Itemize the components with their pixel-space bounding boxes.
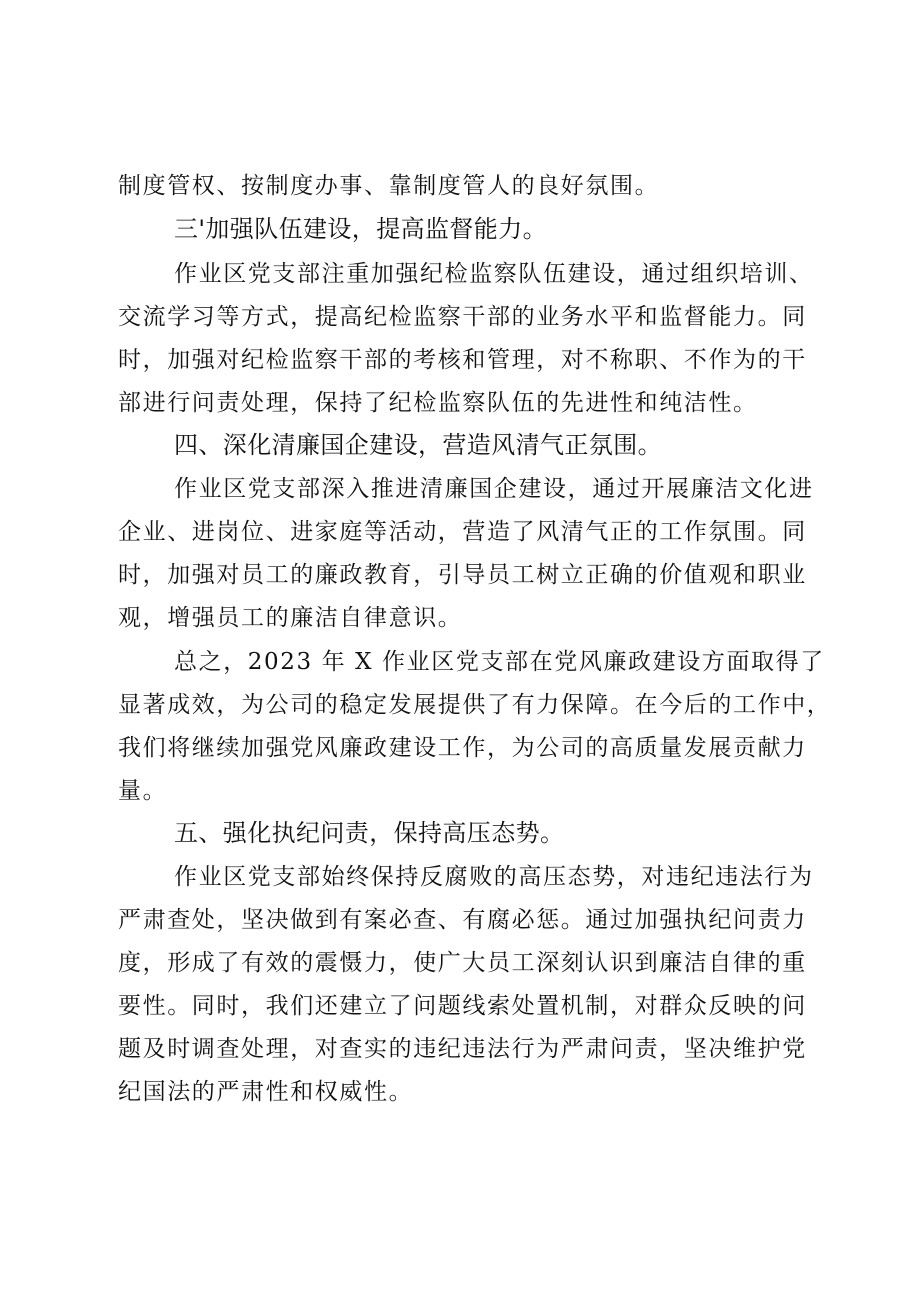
- section-5-line: 要性。同时，我们还建立了问题线索处置机制，对群众反映的问: [118, 993, 807, 1019]
- section-4-line: 时，加强对员工的廉政教育，引导员工树立正确的价值观和职业: [118, 562, 807, 588]
- section-3-line: 作业区党支部注重加强纪检监察队伍建设，通过组织培训、: [174, 261, 814, 287]
- summary-line: 我们将继续加强党风廉政建设工作，为公司的高质量发展贡献力: [118, 735, 807, 761]
- section-5-heading: 五、强化执纪问责，保持高压态势。: [174, 819, 565, 847]
- intro-tail-paragraph: 制度管权、按制度办事、靠制度管人的良好氛围。: [118, 173, 660, 199]
- section-5-line: 度，形成了有效的震慑力，使广大员工深刻认识到廉洁自律的重: [118, 950, 807, 976]
- section-4-line: 观，增强员工的廉洁自律意识。: [118, 605, 463, 631]
- section-3-line: 部进行问责处理，保持了纪检监察队伍的先进性和纯洁性。: [118, 390, 758, 416]
- section-3-line: 时，加强对纪检监察干部的考核和管理，对不称职、不作为的干: [118, 347, 807, 373]
- section-5-line: 纪国法的严肃性和权威性。: [118, 1079, 414, 1105]
- section-5-line: 题及时调查处理，对查实的违纪违法行为严肃问责，坚决维护党: [118, 1036, 807, 1062]
- section-3-line: 交流学习等方式，提高纪检监察干部的业务水平和监督能力。同: [118, 304, 807, 330]
- summary-line: 量。: [118, 778, 168, 804]
- section-4-heading: 四、深化清廉国企建设，营造风清气正氛围。: [174, 431, 662, 459]
- section-3-heading: 三'加强队伍建设，提高监督能力。: [174, 215, 547, 243]
- section-5-line: 严肃查处，坚决做到有案必查、有腐必惩。通过加强执纪问责力: [118, 907, 807, 933]
- section-4-line: 作业区党支部深入推进清廉国企建设，通过开展廉洁文化进: [174, 476, 814, 502]
- summary-line: 总之，2023 年 X 作业区党支部在党风廉政建设方面取得了: [174, 649, 825, 675]
- summary-line: 显著成效，为公司的稳定发展提供了有力保障。在今后的工作中，: [118, 692, 832, 718]
- section-5-line: 作业区党支部始终保持反腐败的高压态势，对违纪违法行为: [174, 864, 814, 890]
- section-4-line: 企业、进岗位、进家庭等活动，营造了风清气正的工作氛围。同: [118, 519, 807, 545]
